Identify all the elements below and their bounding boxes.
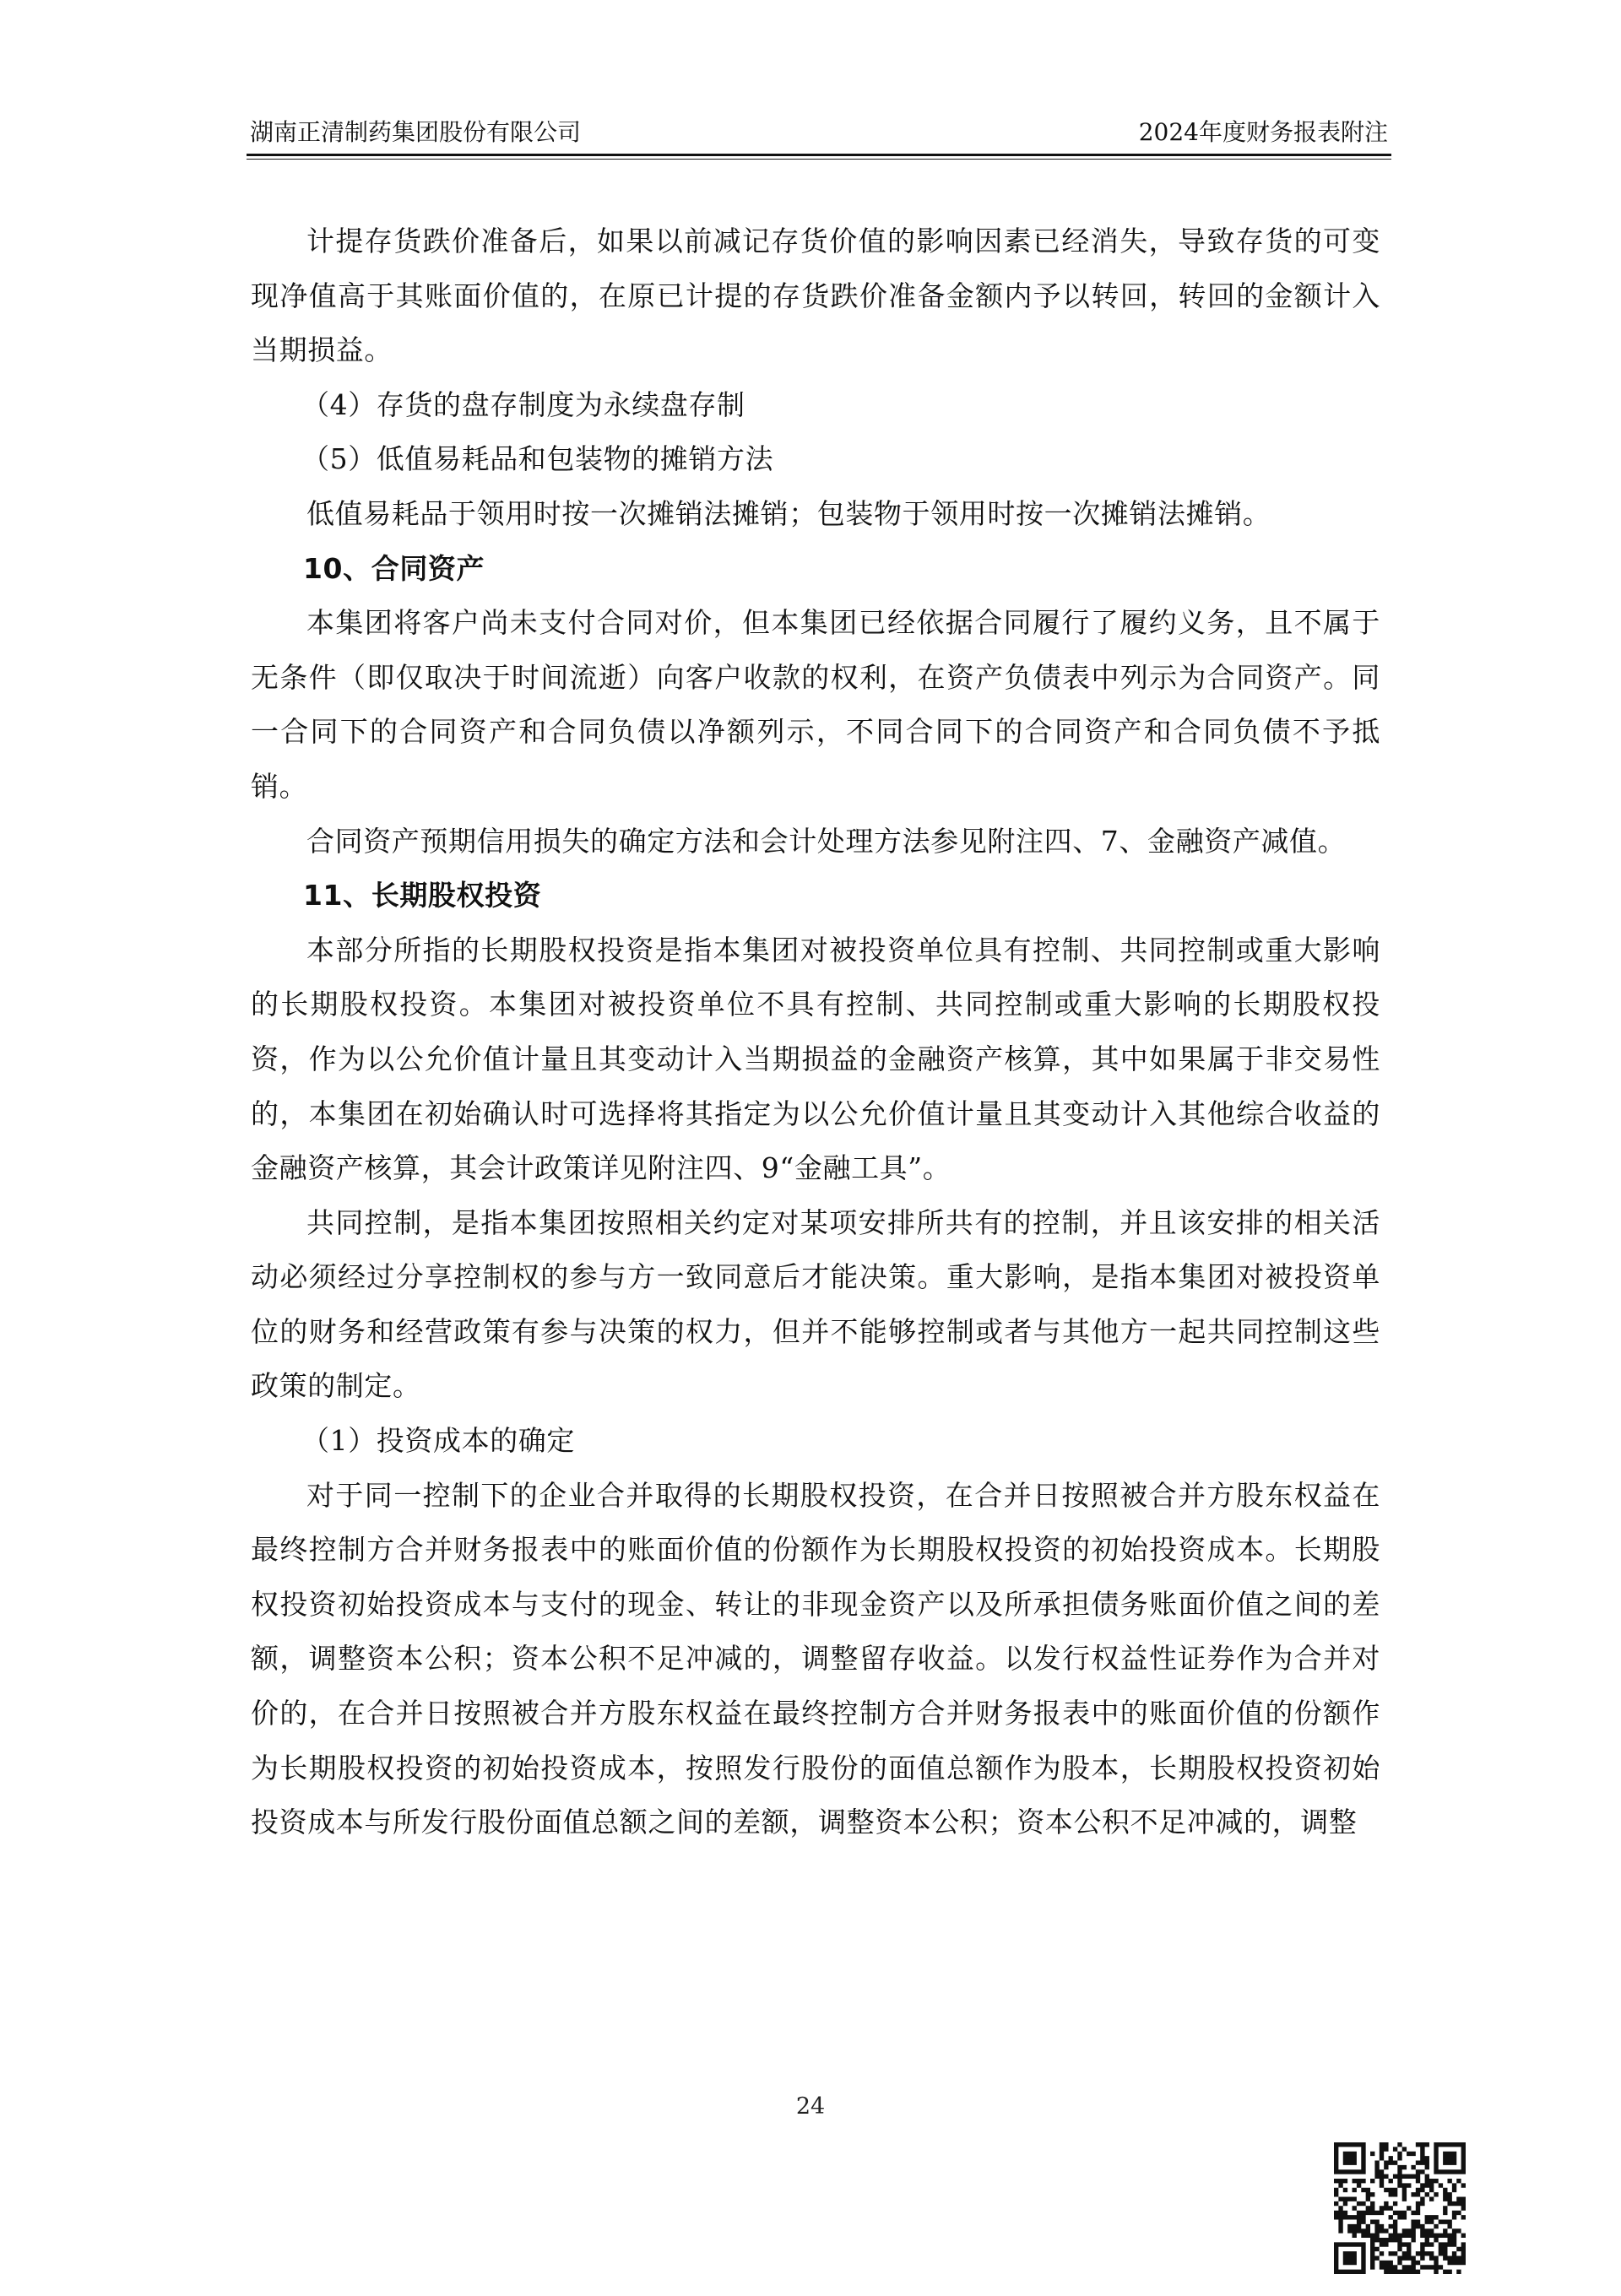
header-company-name: 湖南正清制药集团股份有限公司 bbox=[250, 118, 582, 146]
section-heading: 10、合同资产 bbox=[303, 551, 485, 585]
paragraph: 共同控制，是指本集团按照相关约定对某项安排所共有的控制，并且该安排的相关活动必须经过分享控制权的参与方一致同意后才能决策。重大影响，是指本集团对被投资单位的财务和经营政策有参与决策的权力，但并不能够控制或者与其他方一起共同控制这些政策的制定。 bbox=[251, 1205, 1380, 1403]
qr-code-graphic bbox=[1334, 2142, 1466, 2274]
header-rule bbox=[247, 154, 1391, 156]
qr-finder-pattern bbox=[1434, 2142, 1466, 2174]
subheading: （5）低值易耗品和包装物的摊销方法 bbox=[301, 442, 774, 476]
paragraph: 合同资产预期信用损失的确定方法和会计处理方法参见附注四、7、金融资产减值。 bbox=[306, 824, 1347, 858]
paragraph: 本部分所指的长期股权投资是指本集团对被投资单位具有控制、共同控制或重大影响的长期股权投资。本集团对被投资单位不具有控制、共同控制或重大影响的长期股权投资，作为以公允价值计量且其变动计入当期损益的金融资产核算，其中如果属于非交易性的，本集团在初始确认时可选择将其指定为以公允价值计量且其变动计入其他综合收益的金融资产核算，其会计政策详见附注四、9“金融工具”。 bbox=[251, 933, 1380, 1185]
header-rule-thin bbox=[247, 159, 1391, 160]
subheading: （1）投资成本的确定 bbox=[301, 1424, 575, 1458]
qr-finder-pattern bbox=[1334, 2142, 1366, 2174]
header-report-title: 2024年度财务报表附注 bbox=[1138, 118, 1388, 146]
qr-code-icon bbox=[1334, 2142, 1466, 2274]
subheading: （4）存货的盘存制度为永续盘存制 bbox=[301, 387, 745, 421]
paragraph: 对于同一控制下的企业合并取得的长期股权投资，在合并日按照被合并方股东权益在最终控制方合并财务报表中的账面价值的份额作为长期股权投资的初始投资成本。长期股权投资初始投资成本与支付的现金、转让的非现金资产以及所承担债务账面价值之间的差额，调整资本公积；资本公积不足冲减的，调整留存收益。以发行权益性证券作为合并对价的，在合并日按照被合并方股东权益在最终控制方合并财务报表中的账面价值的份额作为长期股权投资的初始投资成本，按照发行股份的面值总额作为股本，长期股权投资初始投资成本与所发行股份面值总额之间的差额，调整资本公积；资本公积不足冲减的，调整 bbox=[251, 1478, 1380, 1839]
paragraph: 本集团将客户尚未支付合同对价，但本集团已经依据合同履行了履约义务，且不属于无条件（即仅取决于时间流逝）向客户收款的权利，在资产负债表中列示为合同资产。同一合同下的合同资产和合同负债以净额列示，不同合同下的合同资产和合同负债不予抵销。 bbox=[251, 606, 1380, 803]
paragraph: 低值易耗品于领用时按一次摊销法摊销；包装物于领用时按一次摊销法摊销。 bbox=[306, 496, 1271, 530]
document-body bbox=[251, 214, 1380, 1850]
section-heading: 11、长期股权投资 bbox=[303, 879, 542, 912]
qr-finder-pattern bbox=[1334, 2242, 1366, 2274]
page-header bbox=[247, 113, 1391, 152]
page-number: 24 bbox=[795, 2093, 826, 2120]
paragraph: 计提存货跌价准备后，如果以前减记存货价值的影响因素已经消失，导致存货的可变现净值高于其账面价值的，在原已计提的存货跌价准备金额内予以转回，转回的金额计入当期损益。 bbox=[251, 225, 1380, 367]
